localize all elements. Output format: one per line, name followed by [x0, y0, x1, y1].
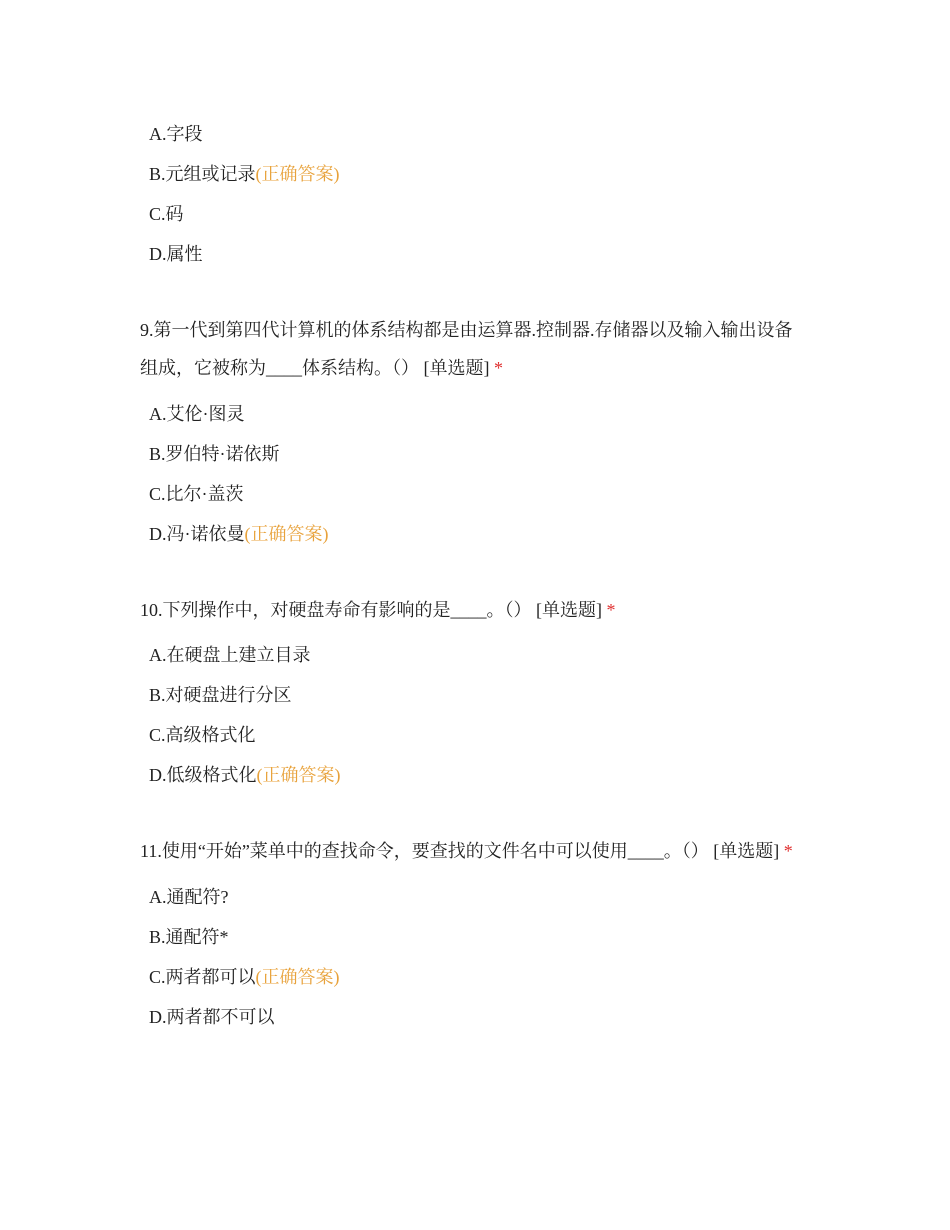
question-11-title [140, 832, 810, 870]
option-9-a [140, 394, 810, 434]
question-11-options [140, 877, 810, 1037]
option-text: A.字段 [149, 124, 203, 144]
correct-answer-mark: (正确答案) [256, 765, 341, 785]
option-10-a [140, 635, 810, 675]
question-10-options [140, 635, 810, 795]
option-9-d [140, 514, 810, 554]
question-text: 10.下列操作中，对硬盘寿命有影响的是____。（） [单选题] [140, 600, 607, 620]
option-text: D.两者都不可以 [149, 1007, 275, 1027]
question-9-options [140, 394, 810, 554]
option-text: A.艾伦·图灵 [149, 404, 245, 424]
option-text: D.属性 [149, 244, 203, 264]
option-text: B.元组或记录 [149, 164, 256, 184]
option-9-c [140, 474, 810, 514]
option-11-d [140, 997, 810, 1037]
option-text: C.两者都可以 [149, 967, 256, 987]
option-11-a [140, 877, 810, 917]
option-8-b [140, 154, 810, 194]
question-8-block [140, 114, 810, 274]
option-10-c [140, 715, 810, 755]
question-10-title [140, 591, 810, 629]
question-8-options [140, 114, 810, 274]
required-star: * [494, 358, 503, 378]
correct-answer-mark: (正确答案) [255, 164, 340, 184]
option-text: D.冯·诺依曼 [149, 524, 245, 544]
option-11-c [140, 957, 810, 997]
question-9-block [140, 311, 810, 554]
option-text: B.罗伯特·诺依斯 [149, 444, 280, 464]
option-8-a [140, 114, 810, 154]
option-text: C.码 [149, 204, 184, 224]
question-10-block [140, 591, 810, 795]
option-10-b [140, 675, 810, 715]
option-8-c [140, 194, 810, 234]
question-text: 11.使用“开始”菜单中的查找命令，要查找的文件名中可以使用____。（） [单选题] [140, 841, 784, 861]
option-10-d [140, 755, 810, 795]
option-text: D.低级格式化 [149, 765, 257, 785]
required-star: * [783, 841, 793, 861]
option-text: B.对硬盘进行分区 [149, 685, 292, 705]
option-text: B.通配符* [149, 927, 229, 947]
option-8-d [140, 234, 810, 274]
option-11-b [140, 917, 810, 957]
option-text: C.比尔·盖茨 [149, 484, 244, 504]
required-star: * [606, 600, 616, 620]
option-9-b [140, 434, 810, 474]
option-text: A.在硬盘上建立目录 [149, 645, 311, 665]
question-9-title [140, 311, 810, 387]
correct-answer-mark: (正确答案) [244, 524, 329, 544]
question-11-block [140, 832, 810, 1037]
correct-answer-mark: (正确答案) [255, 967, 340, 987]
question-text: 9.第一代到第四代计算机的体系结构都是由运算器.控制器.存储器以及输入输出设备组成，它被称为____体系结构。（） [单选题] [140, 320, 793, 378]
option-text: C.高级格式化 [149, 725, 256, 745]
option-text: A.通配符? [149, 887, 229, 907]
